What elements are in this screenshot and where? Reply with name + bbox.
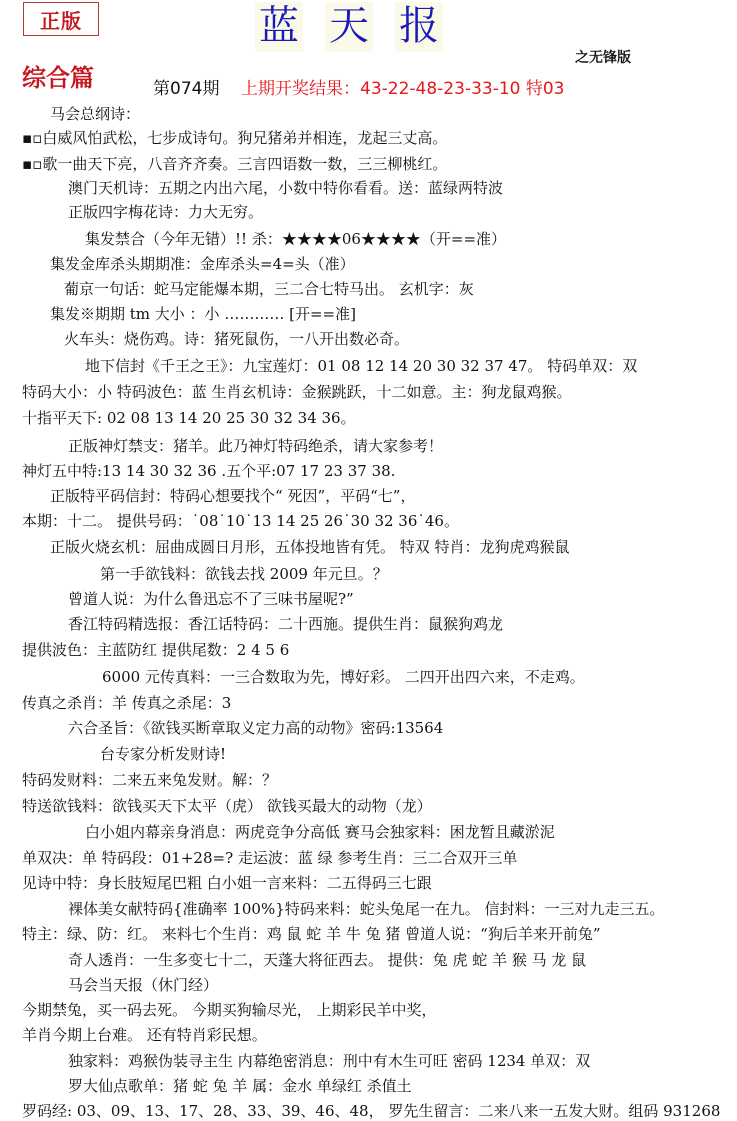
text-line: 集发※期期 tm 大小 ：小 ………… [开==准] — [50, 305, 356, 323]
title-char: 蓝 — [255, 2, 303, 52]
text-line: 正版火烧玄机：屈曲成圆日月形，五体投地皆有凭。 特双 特肖：龙狗虎鸡猴鼠 — [50, 538, 570, 556]
text-line: 裸体美女献特码{准确率 100%}特码来料：蛇头兔尾一在九。 信封料：一三对九走三五。 — [68, 900, 665, 918]
text-line: 马会总纲诗： — [50, 105, 141, 123]
text-line: 香江特码精选报：香江话特码：二十西施。提供生肖：鼠猴狗鸡龙 — [68, 615, 504, 633]
text-line: 神灯五中特:13 14 30 32 36 .五个平:07 17 23 37 38. — [22, 462, 396, 480]
text-line: 特码大小：小 特码波色：蓝 生肖玄机诗：金猴跳跃，十二如意。主：狗龙鼠鸡猴。 — [22, 383, 572, 401]
title-char: 报 — [395, 2, 443, 52]
text-line: 独家料：鸡猴伪装寻主生 内幕绝密消息：刑中有木生可旺 密码 1234 单双：双 — [68, 1052, 591, 1070]
official-edition-badge: 正版 — [23, 2, 99, 36]
text-line: 正版四字梅花诗：力大无穷。 — [68, 203, 264, 221]
text-line: 见诗中特：身长肢短尾巴粗 白小姐一言来料：二五得码三七跟 — [22, 874, 432, 892]
text-line: 提供波色：主蓝防红 提供尾数：2 4 5 6 — [22, 641, 290, 659]
text-line: 澳门天机诗：五期之内出六尾，小数中特你看看。送：蓝绿两特波 — [68, 179, 504, 197]
text-line: 罗码经: 03、09、13、17、28、33、39、46、48， 罗先生留言：二来八来一五发大财。组码 931268 — [22, 1102, 721, 1120]
text-line: 特送欲钱料：欲钱买天下太平（虎） 欲钱买最大的动物（龙） — [22, 797, 432, 815]
title-char: 天 — [325, 2, 373, 52]
text-line: 地下信封《千王之王》：九宝莲灯：01 08 12 14 20 30 32 37 47。 特码单双：双 — [85, 357, 638, 375]
section-title: 综合篇 — [22, 64, 94, 92]
text-line: ▪▫白威风怕武松，七步成诗句。狗兄猪弟并相连，龙起三丈高。 — [22, 129, 448, 147]
text-line: 六合圣旨：《欲钱买断章取义定力高的动物》密码:13564 — [68, 719, 444, 737]
text-line: 罗大仙点歌单：猪 蛇 兔 羊 属：金水 单绿红 杀值土 — [68, 1077, 412, 1095]
text-line: 传真之杀肖：羊 传真之杀尾：3 — [22, 694, 232, 712]
text-line: 集发金库杀头期期准：金库杀头=4=头（准） — [50, 255, 355, 273]
text-line: 集发禁合（今年无错）!! 杀：★★★★06★★★★（开==准） — [85, 230, 507, 248]
text-line: 台专家分析发财诗! — [100, 745, 227, 763]
text-line: 本期：十二。 提供号码：˙08˙10˙13 14 25 26˙30 32 36˙46。 — [22, 512, 459, 530]
edition-label: 之无锋版 — [575, 50, 631, 66]
issue-number: 第074期 — [153, 79, 220, 99]
text-line: 奇人透肖：一生多变七十二，天蓬大将征西去。 提供：兔 虎 蛇 羊 猴 马 龙 鼠 — [68, 951, 587, 969]
text-line: 今期禁兔，买一码去死。 今期买狗输尽光， 上期彩民羊中奖， — [22, 1001, 437, 1019]
text-line: 特码发财料：二来五来兔发财。解：？ — [22, 771, 278, 789]
text-line: ▪▫歌一曲天下亮，八音齐齐奏。三言四语数一数，三三柳桃红。 — [22, 155, 448, 173]
text-line: 马会当天报（休门经） — [68, 976, 219, 994]
text-line: 第一手欲钱料：欲钱去找 2009 年元旦。？ — [100, 565, 388, 583]
text-line: 火车头：烧伤鸡。诗：猪死鼠伤，一八开出数必奇。 — [64, 330, 410, 348]
text-line: 特主：绿、防：红。 来料七个生肖：鸡 鼠 蛇 羊 牛 兔 猪 曾道人说：“狗后羊来开前兔” — [22, 925, 601, 943]
text-line: 单双决：单 特码段：01+28=? 走运波：蓝 绿 参考生肖：三二合双开三单 — [22, 849, 518, 867]
text-line: 白小姐内幕亲身消息：两虎竞争分高低 赛马会独家料：困龙暂且藏淤泥 — [85, 823, 555, 841]
text-line: 正版特平码信封：特码心想要找个“ 死因”，平码“七”， — [50, 487, 416, 505]
newspaper-title — [255, 2, 443, 52]
text-line: 曾道人说：为什么鲁迅忘不了三味书屋呢?” — [68, 590, 354, 608]
text-line: 正版神灯禁支：猪羊。此乃神灯特码绝杀，请大家参考！ — [68, 437, 444, 455]
text-line: 6000 元传真料：一三合数取为先，博好彩。 二四开出四六来，不走鸡。 — [102, 668, 585, 686]
text-line: 羊肖今期上台难。 还有特肖彩民想。 — [22, 1026, 267, 1044]
last-draw-result: 上期开奖结果：43-22-48-23-33-10 特03 — [241, 79, 565, 99]
text-line: 葡京一句话：蛇马定能爆本期，三二合七特马出。 玄机字：灰 — [64, 280, 474, 298]
text-line: 十指平天下: 02 08 13 14 20 25 30 32 34 36。 — [22, 409, 356, 427]
